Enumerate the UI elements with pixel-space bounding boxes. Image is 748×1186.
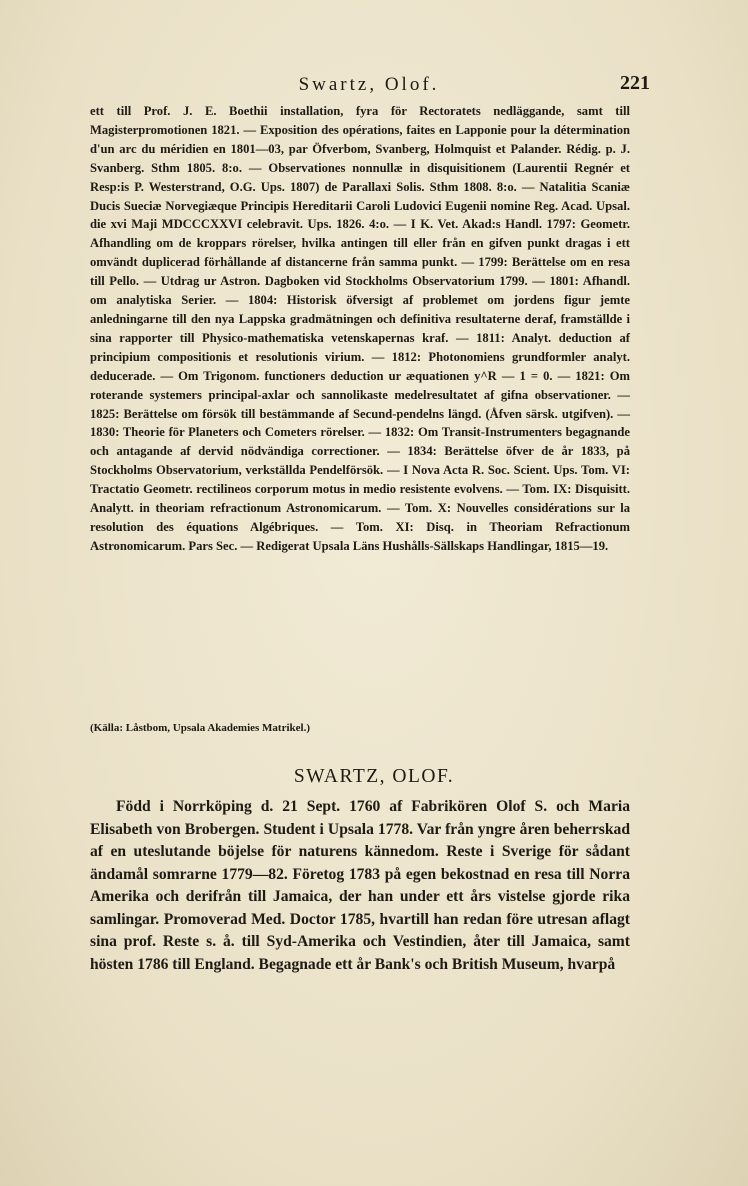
bibliography-text: ett till Prof. J. E. Boethii installation, fyra för Rectoratets nedläggande, samt till Magisterpromotionen 1821. — Exposition des opérations, faites en Lapponie pour la détermination d'un arc du méridien en 1801—03, par Öfverbom, Svanberg, Holmquist et Palander. Rédig. p. J. Svanberg. Sthm 1805. 8:o. — Observationes nonnullæ in disquisitionem (Laurentii Regnér et Resp:is P. Westerstrand, O.G. Ups. 1807) de Parallaxi Solis. Sthm 1808. 8:o. — Natalitia Scaniæ Ducis Sueciæ Norvegiæque Principis Hereditarii Caroli Ludovici Eugenii nomine Reg. Acad. Upsal. die xvi Maji MDCCCXXVI celebravit. Ups. 1826. 4:o. — I K. Vet. Akad:s Handl. 1797: Geometr. Afhandling om de kroppars rörelser, hvilka antingen till eller från en gifven punkt dragas i ett omvändt duplicerad förhållande af distancerne från samma punkt. — 1799: Berättelse om en resa till Pello. — Utdrag ur Astron. Dagboken vid Stockholms Observatorium 1799. — 1801: Afhandl. om analytiska Serier. — 1804: Historisk öfversigt af problemet om jordens figur jemte anledningarne till den nya Lappska gradmätningen och definitiva resultaterne deraf, framställde i sina rapporter till Physico-mathematiska vetenskapernas kraf. — 1811: Analyt. deduction af principium compositionis et resolutionis virium. — 1812: Photonomiens grundformler analyt. deducerade. — Om Trigonom. functioners deduction ur æquationen y^R — 1 = 0. — 1821: Om roterande systemers principal-axlar och sannolikaste medelresultatet af gifna observationer. — 1825: Berättelse om försök till bestämmande af Secund-pendelns längd. (Åfven särsk. utgifven). — 1830: Theorie för Planeters och Cometers rörelser. — 1832: Om Transit-Instrumenters begagnande och antagande af dervid nödvändiga correctioner. — 1834: Berättelse öfver de år 1833, på Stockholms Observatorium, verkställda Pendelförsök. — I Nova Acta R. Soc. Scient. Ups. Tom. VI: Tractatio Geometr. rectilineos corporum motus in medio resistente evolvens. — Tom. IX: Disquisitt. Analytt. in theoriam refractionum Astronomicarum. — Tom. X: Nouvelles considérations sur la resolution des équations Algébriques. — Tom. XI: Disq. in Theoriam Refractionum Astronomicarum. Pars Sec. — Redigerat Upsala Läns Hushålls-Sällskaps Handlingar, 1815—19. <box>90 104 630 553</box>
biography-text: Född i Norrköping d. 21 Sept. 1760 af Fabrikören Olof S. och Maria Elisabeth von Brobergen. Student i Upsala 1778. Var från yngre åren beherrskad af en uteslutande böjelse för naturens kännedom. Reste i Sverige för sådant ändamål somrarne 1779—82. Företog 1783 på egen bekostnad en resa till Norra Amerika och derifrån till Jamaica, der han under ett års vistelse gjorde rika samlingar. Promoverad Med. Doctor 1785, hvartill han redan före utresan aflagt sina prof. Reste s. å. till Syd-Amerika och Vestindien, åter till Jamaica, samt hösten 1786 till England. Begagnade ett år Bank's och British Museum, hvarpå <box>90 798 630 973</box>
entry-heading: SWARTZ, OLOF. <box>293 766 455 787</box>
page-number: 221 <box>620 72 650 94</box>
page-header <box>88 72 650 100</box>
source-note: (Källa: Låstbom, Upsala Akademies Matrikel.) <box>90 722 310 734</box>
biography-entry <box>90 796 630 976</box>
previous-entry-continuation <box>90 102 630 556</box>
running-title: Swartz, Olof. <box>298 74 440 95</box>
